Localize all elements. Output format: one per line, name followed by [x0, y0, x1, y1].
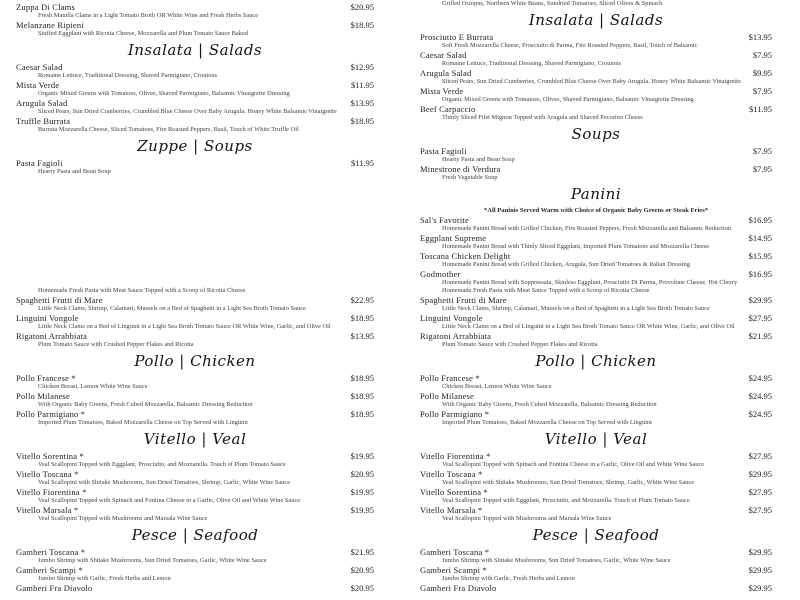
- menu-item: [16, 80, 374, 98]
- section-header: Pesce | Seafood: [532, 526, 660, 544]
- menu-item-name: Pasta Fagioli: [420, 146, 467, 156]
- menu-item: [16, 487, 374, 505]
- menu-item-name: Pasta Fagioli: [16, 158, 63, 168]
- menu-item-name: Mista Verde: [420, 86, 464, 96]
- menu-item-price: $18.95: [350, 391, 374, 401]
- menu-item-price: $11.95: [350, 158, 374, 168]
- menu-item-name: Pollo Milanese: [16, 391, 71, 401]
- menu-item-row: [16, 409, 374, 419]
- menu-item-desc: Burrata Mozzarella Cheese, Sliced Tomatoes, Fire Roasted Peppers, Basil, Touch of White Truffle Oil: [38, 126, 299, 133]
- menu-item-row: [16, 2, 374, 12]
- menu-item-desc: Organic Mixed Greens with Tomatoes, Olives, Shaved Parmigiano, Balsamic Vinaigrette Dressing: [442, 96, 694, 103]
- menu-item-desc: Sliced Pears, Sun Dried Cranberries, Crumbled Blue Cheese Over Baby Arugula. Honey White Balsamic Vinaigrette: [442, 78, 741, 85]
- menu-item-price: $16.95: [748, 269, 772, 279]
- menu-item-price: $29.95: [748, 295, 772, 305]
- menu-item-price: $27.95: [748, 487, 772, 497]
- menu-item-price: $18.95: [350, 20, 374, 30]
- menu-item: [16, 547, 374, 565]
- menu-item-row: [420, 164, 772, 174]
- menu-item: [16, 331, 374, 349]
- menu-item-name: Arugula Salad: [16, 98, 68, 108]
- menu-item-name: Minestrone di Verdura: [420, 164, 501, 174]
- menu-item: [420, 86, 772, 104]
- menu-item: [16, 373, 374, 391]
- menu-item-desc: Fresh Manilla Clams in a Light Tomato Broth OR White Wine and Fresh Herbs Sauce: [38, 12, 259, 19]
- menu-item-price: $7.95: [752, 50, 772, 60]
- menu-item-desc: Chicken Breast, Lemon White Wine Sauce: [442, 383, 552, 390]
- menu-item-price: $13.95: [748, 32, 772, 42]
- menu-item: [420, 391, 772, 409]
- menu-item-row: [420, 487, 772, 497]
- menu-item-name: Spaghetti Frutti di Mare: [16, 295, 103, 305]
- menu-item-name: Pollo Milanese: [420, 391, 475, 401]
- menu-column-right: [420, 0, 772, 600]
- menu-item-desc: Sliced Pears, Sun Dried Cranberries, Crumbled Blue Cheese Over Baby Arugula. Honey White Balsamic Vinaigrette: [38, 108, 337, 115]
- menu-item-price: $29.95: [748, 547, 772, 557]
- menu-item-price: $14.95: [748, 233, 772, 243]
- menu-item-desc: Imported Plum Tomatoes, Baked Mozzarella Cheese on Top Served with Linguini: [442, 419, 652, 426]
- menu-item: [420, 331, 772, 349]
- menu-item: [420, 68, 772, 86]
- menu-item: [420, 146, 772, 164]
- menu-item-name: Rigatoni Arrabbiata: [16, 331, 88, 341]
- section-header: Panini: [570, 185, 622, 203]
- menu-item-name: Gamberi Fra Diavolo: [16, 583, 93, 593]
- menu-item-price: $22.95: [350, 295, 374, 305]
- menu-item: [16, 391, 374, 409]
- menu-item-row: [420, 50, 772, 60]
- menu-item-price: $21.95: [350, 547, 374, 557]
- menu-item-name: Linguini Vongole: [420, 313, 483, 323]
- menu-item-price: $7.95: [752, 164, 772, 174]
- menu-item-name: Godmother: [420, 269, 461, 279]
- menu-item-price: $13.95: [350, 98, 374, 108]
- menu-item-price: $24.95: [748, 409, 772, 419]
- menu-item-name: Vitello Sorentina *: [420, 487, 488, 497]
- section-header: Vitello | Veal: [143, 430, 247, 448]
- menu-item-name: Prosciutto E Burrata: [420, 32, 494, 42]
- menu-item-name: Melanzane Ripieni: [16, 20, 84, 30]
- clipped-item-desc-line: Homemade Fresh Pasta with Meat Sauce Topped with a Scoop of Ricotta Cheese: [442, 287, 650, 294]
- menu-item-row: [420, 32, 772, 42]
- menu-item: [420, 50, 772, 68]
- menu-item: [16, 583, 374, 600]
- menu-item-row: [16, 451, 374, 461]
- menu-item-price: $9.95: [752, 68, 772, 78]
- menu-item-row: [420, 68, 772, 78]
- menu-item-name: Rigatoni Arrabbiata: [420, 331, 492, 341]
- menu-item: [16, 158, 374, 176]
- menu-item-row: [16, 116, 374, 126]
- menu-item: [420, 373, 772, 391]
- menu-item-price: $27.95: [748, 505, 772, 515]
- menu-item-name: Linguini Vongole: [16, 313, 79, 323]
- menu-item-desc: With Organic Baby Greens, Fresh Cubed Mozzarella, Balsamic Dressing Reduction: [442, 401, 657, 408]
- menu-item-name: Spaghetti Frutti di Mare: [420, 295, 507, 305]
- menu-item-price: $20.95: [350, 469, 374, 479]
- menu-item-price: $18.95: [350, 373, 374, 383]
- menu-item: [420, 469, 772, 487]
- menu-item-row: [16, 505, 374, 515]
- menu-item-desc: Homemade Panini Bread with Thinly Sliced Eggplant, Imported Plum Tomatoes and Mozzarella Cheese: [442, 243, 710, 250]
- menu-item-name: Gamberi Toscana *: [16, 547, 86, 557]
- menu-item: [420, 505, 772, 523]
- menu-item-price: $29.95: [748, 583, 772, 593]
- menu-item-desc: Plum Tomato Sauce with Crushed Pepper Flakes and Ricotta: [442, 341, 598, 348]
- menu-item: [420, 295, 772, 313]
- menu-item-price: $7.95: [752, 86, 772, 96]
- menu-item: [16, 409, 374, 427]
- menu-item-desc: Jumbo Shrimp with Shitake Mushrooms, Sun Dried Tomatoes, Garlic, White Wine Sauce: [442, 557, 671, 564]
- section-header: Pollo | Chicken: [535, 352, 657, 370]
- menu-item-name: Gamberi Fra Diavolo: [420, 583, 497, 593]
- menu-item: [420, 269, 772, 287]
- menu-item: [420, 565, 772, 583]
- menu-item-row: [420, 215, 772, 225]
- column-blank-gap: [16, 176, 374, 287]
- menu-item-name: Gamberi Scampi *: [16, 565, 83, 575]
- menu-item: [420, 104, 772, 122]
- menu-item-name: Eggplant Supreme: [420, 233, 487, 243]
- menu-item-price: $20.95: [350, 2, 374, 12]
- menu-item-name: Pollo Parmigiano *: [16, 409, 86, 419]
- menu-item-desc: Little Neck Clams on a Bed of Linguini in a Light Sea Broth Tomato Sauce OR White Wine, Garlic, and Olive Oil: [38, 323, 331, 330]
- menu-item-row: [420, 233, 772, 243]
- menu-item-name: Vitello Marsala *: [420, 505, 483, 515]
- menu-item-price: $20.95: [350, 565, 374, 575]
- menu-item-name: Vitello Sorentina *: [16, 451, 84, 461]
- menu-item-desc: Homemade Panini Bread with Grilled Chicken, Arugula, Sun Dried Tomatoes & Italian Dressing: [442, 261, 690, 268]
- menu-item-name: Beef Carpaccio: [420, 104, 476, 114]
- menu-item-desc: Hearty Pasta and Bean Soup: [442, 156, 515, 163]
- menu-item-row: [420, 469, 772, 479]
- menu-item-row: [420, 505, 772, 515]
- menu-item-row: [16, 583, 374, 593]
- menu-item-name: Zuppa Di Clams: [16, 2, 75, 12]
- menu-item-row: [16, 62, 374, 72]
- menu-item-row: [420, 391, 772, 401]
- menu-item-row: [16, 547, 374, 557]
- menu-item-row: [420, 331, 772, 341]
- menu-item-desc: Veal Scallopini Topped with Eggplant, Prosciutto, and Mozzarella. Touch of Plum Tomato Sauce: [442, 497, 690, 504]
- menu-item-name: Vitello Marsala *: [16, 505, 79, 515]
- menu-column-left: [16, 0, 374, 600]
- menu-item-row: [16, 20, 374, 30]
- menu-item-price: $24.95: [748, 373, 772, 383]
- section-header: Soups: [571, 125, 621, 143]
- clipped-item-desc-line: Grilled Octopus, Northern White Beans, Sundried Tomatoes, Sliced Olives & Spinach: [442, 0, 663, 7]
- menu-item: [420, 409, 772, 427]
- menu-item-desc: Veal Scallopini Topped with Spinach and Fontina Cheese in a Garlic, Olive Oil and White Wine Sauce: [442, 461, 705, 468]
- menu-item-row: [16, 469, 374, 479]
- menu-item: [16, 451, 374, 469]
- menu-item-row: [420, 565, 772, 575]
- menu-item: [16, 505, 374, 523]
- menu-item-desc: With Organic Baby Greens, Fresh Cubed Mozzarella, Balsamic Dressing Reduction: [38, 401, 253, 408]
- menu-item-desc: Veal Scallopini Topped with Spinach and Fontina Cheese in a Garlic, Olive Oil and White Wine Sauce: [38, 497, 301, 504]
- menu-item-desc: Little Neck Clams on a Bed of Linguini in a Light Sea Broth Tomato Sauce OR White Wine, Garlic, and Olive Oil: [442, 323, 735, 330]
- menu-item-price: $19.95: [350, 505, 374, 515]
- menu-item: [16, 469, 374, 487]
- menu-item-desc: Plum Tomato Sauce with Crushed Pepper Flakes and Ricotta: [38, 341, 194, 348]
- menu-item-price: $18.95: [350, 409, 374, 419]
- menu-item: [420, 164, 772, 182]
- section-header: Vitello | Veal: [544, 430, 648, 448]
- menu-item: [420, 583, 772, 600]
- menu-item-price: $11.95: [350, 80, 374, 90]
- section-header: Insalata | Salads: [127, 41, 263, 59]
- menu-item: [16, 313, 374, 331]
- menu-item: [420, 251, 772, 269]
- menu-item-name: Truffle Burrata: [16, 116, 71, 126]
- menu-item: [16, 2, 374, 20]
- menu-item-row: [420, 251, 772, 261]
- menu-item-desc: Veal Scallopini Topped with Mushrooms and Marsala Wine Sauce: [442, 515, 612, 522]
- menu-item-price: $12.95: [350, 62, 374, 72]
- section-header: Insalata | Salads: [528, 11, 664, 29]
- menu-item-row: [16, 331, 374, 341]
- menu-item: [16, 98, 374, 116]
- menu-item-row: [420, 583, 772, 593]
- menu-item-price: $16.95: [748, 215, 772, 225]
- menu-item-desc: Little Neck Clams, Shrimp, Calamari, Mussels on a Bed of Spaghetti in a Light Sea Broth Tomato Sauce: [442, 305, 710, 312]
- menu-item-desc: Veal Scallopini with Shitake Mushrooms, Sun Dried Tomatoes, Shrimp, Garlic, White Wine Sauce: [442, 479, 695, 486]
- menu-item: [420, 451, 772, 469]
- menu-item-row: [420, 146, 772, 156]
- menu-item-row: [420, 86, 772, 96]
- menu-item-desc: Veal Scallopini with Shitake Mushrooms, Sun Dried Tomatoes, Shrimp, Garlic, White Wine Sauce: [38, 479, 291, 486]
- menu-item-desc: Stuffed Eggplant with Ricotta Cheese, Mozzarella and Plum Tomato Sauce Baked: [38, 30, 248, 37]
- menu-item-desc: Romaine Lettuce, Traditional Dressing, Shaved Parmigiano, Croutons: [442, 60, 622, 67]
- menu-item-name: Mista Verde: [16, 80, 60, 90]
- menu-item: [420, 32, 772, 50]
- menu-item-row: [420, 409, 772, 419]
- menu-item-price: $19.95: [350, 451, 374, 461]
- menu-item-desc: Little Neck Clams, Shrimp, Calamari, Mussels on a Bed of Spaghetti in a Light Sea Broth Tomato Sauce: [38, 305, 306, 312]
- menu-item-price: $29.95: [748, 565, 772, 575]
- menu-item-desc: Veal Scallopini Topped with Eggplant, Prosciutto, and Mozzarella. Touch of Plum Tomato Sauce: [38, 461, 286, 468]
- menu-item-price: $18.95: [350, 313, 374, 323]
- menu-item-row: [16, 391, 374, 401]
- menu-item-desc: Homemade Panini Bread with Grilled Chicken, Fire Roasted Peppers, Fresh Mozzarella and Balsamic Reduction: [442, 225, 732, 232]
- menu-item-name: Pollo Parmigiano *: [420, 409, 490, 419]
- menu-item: [16, 62, 374, 80]
- menu-item: [16, 116, 374, 134]
- menu-item-row: [16, 313, 374, 323]
- menu-item: [420, 487, 772, 505]
- menu-item-price: $21.95: [748, 331, 772, 341]
- menu-item-desc: Veal Scallopini Topped with Mushrooms and Marsala Wine Sauce: [38, 515, 208, 522]
- menu-item-row: [16, 373, 374, 383]
- menu-item-desc: Imported Plum Tomatoes, Baked Mozzarella Cheese on Top Served with Linguini: [38, 419, 248, 426]
- menu-item-name: Arugula Salad: [420, 68, 472, 78]
- menu-item: [16, 20, 374, 38]
- menu-item: [420, 547, 772, 565]
- menu-item-row: [16, 487, 374, 497]
- menu-item: [420, 215, 772, 233]
- menu-item-desc: Hearty Pasta and Bean Soup: [38, 168, 111, 175]
- menu-item-name: Gamberi Toscana *: [420, 547, 490, 557]
- menu-item-name: Toscana Chicken Delight: [420, 251, 511, 261]
- clipped-item-desc-line: Homemade Fresh Pasta with Meat Sauce Topped with a Scoop of Ricotta Cheese: [38, 287, 246, 294]
- menu-item-name: Caesar Salad: [420, 50, 467, 60]
- menu-item-name: Vitello Toscana *: [16, 469, 79, 479]
- menu-item-row: [420, 451, 772, 461]
- menu-item-row: [16, 158, 374, 168]
- menu-item-name: Gamberi Scampi *: [420, 565, 487, 575]
- menu-item-price: $18.95: [350, 116, 374, 126]
- menu-item-name: Vitello Fiorentina *: [420, 451, 491, 461]
- menu-item-row: [420, 269, 772, 279]
- menu-item-desc: Homemade Panini Bread with Soppressata, Skinless Eggplant, Prosciutto Di Parma, Provolone Cheese, Hot Cherry: [442, 279, 738, 286]
- menu-item-price: $19.95: [350, 487, 374, 497]
- menu-item-row: [16, 565, 374, 575]
- menu-item-desc: Organic Mixed Greens with Tomatoes, Olives, Shaved Parmigiano, Balsamic Vinaigrette Dressing: [38, 90, 290, 97]
- panini-section-note: *All Paninis Served Warm with Choice of Organic Baby Greens or Steak Fries*: [483, 207, 709, 214]
- menu-item-desc: Romaine Lettuce, Traditional Dressing, Shaved Parmigiano, Croutons: [38, 72, 218, 79]
- menu-item-row: [420, 313, 772, 323]
- menu-item-desc: Thinly Sliced Filet Mignon Topped with Arugula and Shaved Pecorino Cheese: [442, 114, 644, 121]
- menu-item: [16, 565, 374, 583]
- menu-item-desc: Fresh Vegetable Soup: [442, 174, 498, 181]
- menu-item-price: $7.95: [752, 146, 772, 156]
- menu-item-desc: Soft Fresh Mozzarella Cheese, Prosciutto di Parma, Fire Roasted Peppers, Basil, Touch of Balsamic: [442, 42, 698, 49]
- menu-item-price: $27.95: [748, 313, 772, 323]
- menu-item-name: Pollo Francese *: [420, 373, 480, 383]
- menu-item-row: [16, 80, 374, 90]
- menu-item-name: Pollo Francese *: [16, 373, 76, 383]
- section-header: Zuppe | Soups: [137, 137, 253, 155]
- menu-item: [16, 295, 374, 313]
- menu-item-desc: Jumbo Shrimp with Garlic, Fresh Herbs and Lemon: [442, 575, 575, 582]
- menu-item-name: Vitello Fiorentina *: [16, 487, 87, 497]
- menu-item-price: $24.95: [748, 391, 772, 401]
- menu-item: [420, 313, 772, 331]
- menu-item-price: $27.95: [748, 451, 772, 461]
- menu-item-price: $29.95: [748, 469, 772, 479]
- menu-item-row: [16, 295, 374, 305]
- menu-item-desc: Jumbo Shrimp with Shitake Mushrooms, Sun Dried Tomatoes, Garlic, White Wine Sauce: [38, 557, 267, 564]
- menu-item-desc: Chicken Breast, Lemon White Wine Sauce: [38, 383, 148, 390]
- menu-item-price: $11.95: [748, 104, 772, 114]
- menu-item-price: $13.95: [350, 331, 374, 341]
- menu-item-row: [420, 547, 772, 557]
- menu-item-name: Sal's Favorite: [420, 215, 469, 225]
- menu-item-row: [420, 295, 772, 305]
- section-header: Pollo | Chicken: [134, 352, 256, 370]
- menu-item-price: $15.95: [748, 251, 772, 261]
- section-header: Pesce | Seafood: [131, 526, 259, 544]
- menu-item: [420, 233, 772, 251]
- menu-item-price: $20.95: [350, 583, 374, 593]
- menu-item-name: Caesar Salad: [16, 62, 63, 72]
- menu-item-row: [420, 104, 772, 114]
- menu-item-name: Vitello Toscana *: [420, 469, 483, 479]
- menu-item-desc: Jumbo Shrimp with Garlic, Fresh Herbs and Lemon: [38, 575, 171, 582]
- menu-item-row: [420, 373, 772, 383]
- menu-item-row: [16, 98, 374, 108]
